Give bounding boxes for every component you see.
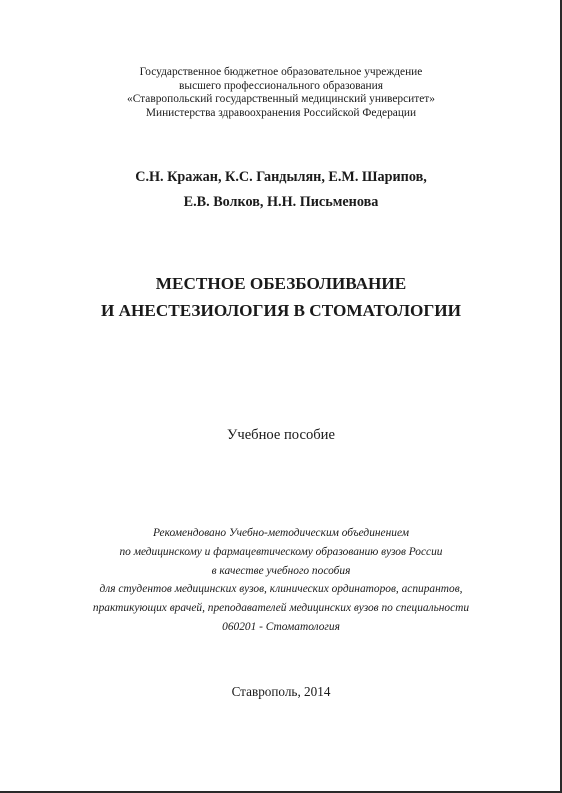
recommendation-line: по медицинскому и фармацевтическому образованию вузов России [119,545,443,558]
recommendation-line: 060201 - Стоматология [222,620,340,633]
institution-line: «Ставропольский государственный медицинский университет» [127,93,435,106]
recommendation-line: Рекомендовано Учебно-методическим объединением [153,527,409,539]
book-title-line: МЕСТНОЕ ОБЕЗБОЛИВАНИЕ [155,274,407,293]
recommendation-line: для студентов медицинских вузов, клинических ординаторов, аспирантов, [99,583,463,596]
institution-header [0,66,562,120]
document-type: Учебное пособие [227,427,335,443]
recommendation-line: в качестве учебного пособия [211,564,351,577]
book-title [0,270,562,324]
institution-line: Министерства здравоохранения Российской Федерации [145,106,417,119]
authors [0,165,562,215]
authors-line: С.Н. Кражан, К.С. Гандылян, Е.М. Шарипов, [135,169,427,185]
institution-line: высшего профессионального образования [179,79,383,92]
book-title-line: И АНЕСТЕЗИОЛОГИЯ В СТОМАТОЛОГИИ [100,301,462,320]
recommendation-line: практикующих врачей, преподавателей медицинских вузов по специальности [92,602,470,615]
imprint-city-year: Ставрополь, 2014 [231,684,331,699]
institution-line: Государственное бюджетное образовательное учреждение [139,66,423,78]
authors-line: Е.В. Волков, Н.Н. Письменова [183,194,379,210]
recommendation-note [0,524,562,637]
